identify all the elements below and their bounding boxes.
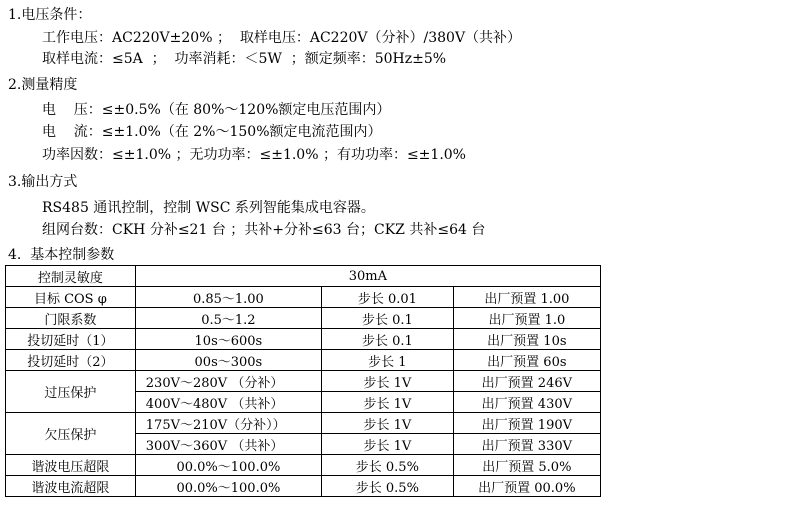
table-row	[6, 476, 601, 497]
control-parameters-table	[5, 265, 601, 497]
param-default: 出厂预置 1.0	[453, 308, 600, 329]
param-default: 出厂预置 190V	[453, 413, 600, 434]
overvoltage-label: 过压保护	[6, 371, 136, 413]
param-step: 步长 1	[322, 350, 454, 371]
table-row	[6, 371, 601, 392]
sensitivity-label: 控制灵敏度	[6, 266, 136, 287]
param-range: 00.0%～100.0%	[135, 476, 321, 497]
section-3-title: 3.输出方式	[8, 174, 78, 190]
param-default: 出厂预置 1.00	[453, 287, 600, 308]
param-default: 出厂预置 246V	[453, 371, 600, 392]
param-range: 0.5～1.2	[135, 308, 321, 329]
table-row	[6, 266, 601, 287]
param-label: 门限系数	[6, 308, 136, 329]
table-row	[6, 413, 601, 434]
section-2-line-2: 电 流：≤±1.0%（在 2%～150%额定电流范围内）	[42, 124, 382, 140]
section-1-title: 1.电压条件：	[8, 7, 92, 23]
section-1-line-2: 取样电流：≤5A ； 功率消耗：＜5W ；额定频率：50Hz±5%	[42, 51, 447, 67]
param-label: 谐波电流超限	[6, 476, 136, 497]
param-label: 投切延时（2）	[6, 350, 136, 371]
param-range: 00.0%～100.0%	[135, 455, 321, 476]
param-default: 出厂预置 330V	[453, 434, 600, 455]
param-range: 0.85～1.00	[135, 287, 321, 308]
section-3-line-2: 组网台数：CKH 分补≤21 台 ；共补+分补≤63 台；CKZ 共补≤64 台	[42, 222, 486, 238]
param-step: 步长 0.1	[322, 308, 454, 329]
param-step: 步长 1V	[322, 413, 454, 434]
table-row	[6, 287, 601, 308]
sensitivity-value: 30mA	[135, 266, 600, 287]
section-2-line-3: 功率因数：≤±1.0% ；无功功率：≤±1.0% ；有功功率：≤±1.0%	[42, 147, 466, 163]
param-default: 出厂预置 10s	[453, 329, 600, 350]
section-4-title: 4. 基本控制参数	[8, 247, 115, 263]
param-step: 步长 1V	[322, 392, 454, 413]
table-row	[6, 329, 601, 350]
param-label: 目标 COS φ	[6, 287, 136, 308]
param-step: 步长 0.5%	[322, 455, 454, 476]
param-range: 00s～300s	[135, 350, 321, 371]
param-step: 步长 1V	[322, 434, 454, 455]
param-label: 谐波电压超限	[6, 455, 136, 476]
param-range: 175V～210V（分补））	[135, 413, 321, 434]
param-default: 出厂预置 60s	[453, 350, 600, 371]
param-range: 300V～360V （共补）	[135, 434, 321, 455]
param-step: 步长 0.5%	[322, 476, 454, 497]
param-range: 400V～480V （共补）	[135, 392, 321, 413]
param-step: 步长 0.01	[322, 287, 454, 308]
param-default: 出厂预置 430V	[453, 392, 600, 413]
param-step: 步长 0.1	[322, 329, 454, 350]
param-default: 出厂预置 5.0%	[453, 455, 600, 476]
section-1-line-1: 工作电压：AC220V±20% ； 取样电压：AC220V（分补）/380V（共补）	[42, 30, 522, 46]
section-3-line-1: RS485 通讯控制，控制 WSC 系列智能集成电容器。	[42, 200, 375, 216]
param-default: 出厂预置 00.0%	[453, 476, 600, 497]
param-range: 10s～600s	[135, 329, 321, 350]
param-step: 步长 1V	[322, 371, 454, 392]
table-row	[6, 308, 601, 329]
param-range: 230V～280V （分补）	[135, 371, 321, 392]
table-row	[6, 350, 601, 371]
undervoltage-label: 欠压保护	[6, 413, 136, 455]
section-2-line-1: 电 压：≤±0.5%（在 80%～120%额定电压范围内）	[42, 102, 391, 118]
section-2-title: 2.测量精度	[8, 77, 78, 93]
param-label: 投切延时（1）	[6, 329, 136, 350]
table-row	[6, 455, 601, 476]
